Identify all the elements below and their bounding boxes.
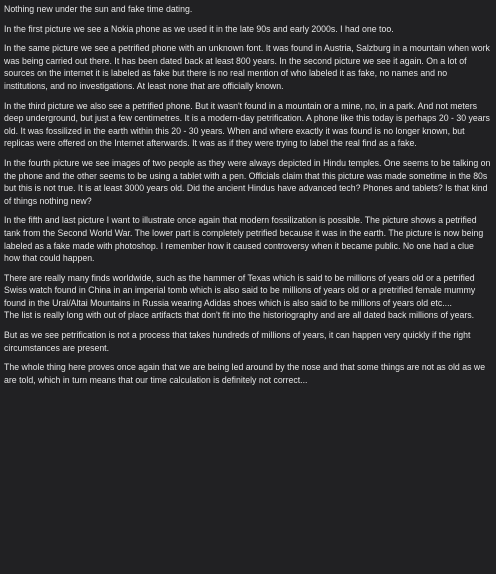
post-paragraph-3: In the same picture we see a petrified phone with an unknown font. It was found in Austria, Salzburg in a mountain when work was being carried out there. It has been dated back at least 800 years. In the second picture we see it again. On a lot of sources on the internet it is labeled as fake but there is no real mention of who labeled it as fake, no names and no institutions, and no investigations. At least none that are officially known. xyxy=(4,43,490,91)
post-paragraph-5: In the fourth picture we see images of two people as they were always depicted in Hindu temples. One seems to be talking on the phone and the other seems to be using a tablet with a pen. Officials claim that this picture was made sometime in the 80s but this is not true. It is at least 3000 years old. Did the ancient Hindus have advanced tech? Phones and tablets? Is that kind of things nothing new? xyxy=(4,157,491,206)
post-paragraph-6: In the fifth and last picture I want to illustrate once again that modern fossilization is possible. The picture shows a petrified tank from the Second World War. The lower part is completely petrified because it was in the earth. The picture is now being labeled as a fake made with photoshop. I remember how it caused controversy when it became public. No one had a clue how that could happen. xyxy=(4,215,484,264)
post-paragraph-4: In the third picture we also see a petrified phone. But it wasn't found in a mountain or a mine, no, in a park. And not meters deep underground, but just a few centimetres. It is a modern-day petrification. A phone like this today is perhaps 20 - 30 years old. It was fossilized in the earth within this 20 - 30 years. When and where exactly it was found is no longer known, but replicas were offered on the Internet afterwards. It was as if they were trying to label the real find as a fake. xyxy=(4,100,490,149)
post-paragraph-8: The list is really long with out of place artifacts that don't fit into the historiography and are all dated back millions of years. xyxy=(4,310,475,321)
post-paragraph-1: Nothing new under the sun and fake time dating. xyxy=(4,4,193,14)
post-paragraph-9: But as we see petrification is not a process that takes hundreds of millions of years, it can happen very quickly if the right circumstances are present. xyxy=(4,330,471,353)
post-paragraph-10: The whole thing here proves once again that we are being led around by the nose and that some things are not as old as we are told, which in turn means that our time calculation is definitely not correct... xyxy=(4,362,486,385)
post-paragraph-7: There are really many finds worldwide, such as the hammer of Texas which is said to be millions of years old or a petrified Swiss watch found in China in an imperial tomb which is also said to be millions of years old or a pretrified female mummy found in the Ural/Altai Mountains in Russia wearing Adidas shoes which is also said to be millions of years old etc.... xyxy=(4,272,476,308)
post-paragraph-2: In the first picture we see a Nokia phone as we used it in the late 90s and early 2000s. I had one too. xyxy=(4,23,394,34)
